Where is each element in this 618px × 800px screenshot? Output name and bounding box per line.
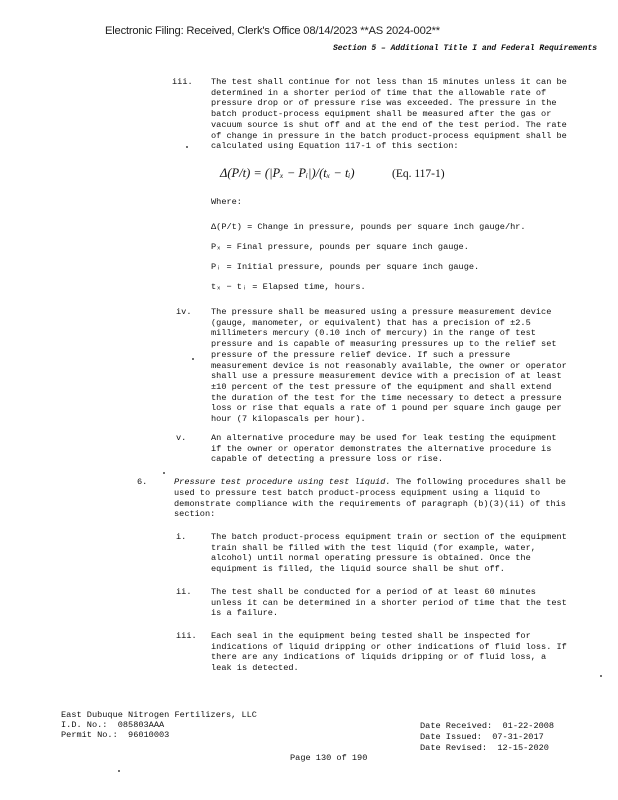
scan-speck	[118, 770, 120, 772]
page-number: Page 130 of 190	[290, 753, 368, 763]
paragraph-text: The batch product-process equipment train or section of the equipment train shall be filled with the test liquid (for example, water, alcohol) until normal operating pressure is obtained. Once the equipment is filled, the liquid source shall be shut off.	[211, 532, 567, 575]
scan-speck	[163, 472, 165, 474]
equation: Δ(P/t) = (|Pₓ − Pᵢ|)/(tₓ − tᵢ)	[220, 166, 355, 180]
paragraph-text: The test shall be conducted for a period of at least 60 minutes unless it can be determined in a shorter period of time that the test is a failure.	[211, 587, 567, 619]
paragraph-text: Each seal in the equipment being tested shall be inspected for indications of liquid dripping or other indications of fluid loss. If there are any indications of liquids dripping or of fluid loss, a leak is detected.	[211, 631, 567, 674]
paragraph-text	[174, 477, 566, 488]
definition: Pₓ = Final pressure, pounds per square inch gauge.	[211, 242, 469, 252]
equation-label: (Eq. 117-1)	[392, 168, 445, 180]
item-number: 6.	[137, 477, 148, 487]
paragraph-lead: Pressure test procedure using test liquid.	[174, 477, 391, 487]
footer-company: East Dubuque Nitrogen Fertilizers, LLC	[61, 710, 257, 720]
footer-date-received: Date Received: 01-22-2008	[420, 721, 555, 731]
footer-date-issued: Date Issued: 07-31-2017	[420, 732, 544, 742]
paragraph-text: used to pressure test batch product-process equipment using a liquid to demonstrate compliance with the requirements of paragraph (b)(3)(ii) of this section:	[174, 488, 566, 520]
footer-id-no: I.D. No.: 085803AAA	[61, 720, 165, 730]
definition: Pᵢ = Initial pressure, pounds per square inch gauge.	[211, 262, 480, 272]
paragraph-text: An alternative procedure may be used for leak testing the equipment if the owner or operator demonstrates the alternative procedure is capable of detecting a pressure loss or rise.	[211, 433, 557, 465]
footer-permit-no: Permit No.: 96010003	[61, 730, 170, 740]
item-number: v.	[176, 433, 187, 443]
scan-speck	[186, 146, 188, 148]
where-label: Where:	[211, 197, 242, 207]
scan-speck	[192, 358, 194, 360]
item-number: iv.	[176, 307, 192, 317]
item-number: i.	[176, 532, 187, 542]
item-number: iii.	[176, 631, 197, 641]
scan-speck	[600, 675, 602, 677]
section-header: Section 5 – Additional Title I and Federal Requirements	[333, 44, 598, 53]
definition: tₓ − tᵢ = Elapsed time, hours.	[211, 282, 366, 292]
item-number: iii.	[172, 77, 193, 87]
footer-date-revised: Date Revised: 12-15-2020	[420, 743, 549, 753]
paragraph-text-first: The following procedures shall be	[390, 477, 566, 487]
paragraph-text: The test shall continue for not less than 15 minutes unless it can be determined in a shorter period of time that the allowable rate of pressure drop or of pressure rise was exceeded. The pressure in the batch product-process equipment shall be measured after the gas or vacuum source is shut off and at the end of the test period. The rate of change in pressure in the batch product-process equipment shall be calculated using Equation 117-1 of this section:	[211, 77, 567, 152]
item-number: ii.	[176, 587, 192, 597]
definition: Δ(P/t) = Change in pressure, pounds per square inch gauge/hr.	[211, 222, 526, 232]
paragraph-text: The pressure shall be measured using a pressure measurement device (gauge, manometer, or equivalent) that has a precision of ±2.5 millimeters mercury (0.10 inch of mercury) in the range of test pressure and is capable of measuring pressures up to the relief set pressure of the pressure relief device. If such a pressure measurement device is not reasonably available, the owner or operator shall use a pressure measurement device with a precision of at least ±10 percent of the test pressure of the equipment and shall extend the duration of the test for the time necessary to detect a pressure loss or rise that equals a rate of 1 pound per square inch gauge per hour (7 kilopascals per hour).	[211, 307, 567, 425]
filing-stamp: Electronic Filing: Received, Clerk's Office 08/14/2023 **AS 2024-002**	[105, 25, 440, 37]
